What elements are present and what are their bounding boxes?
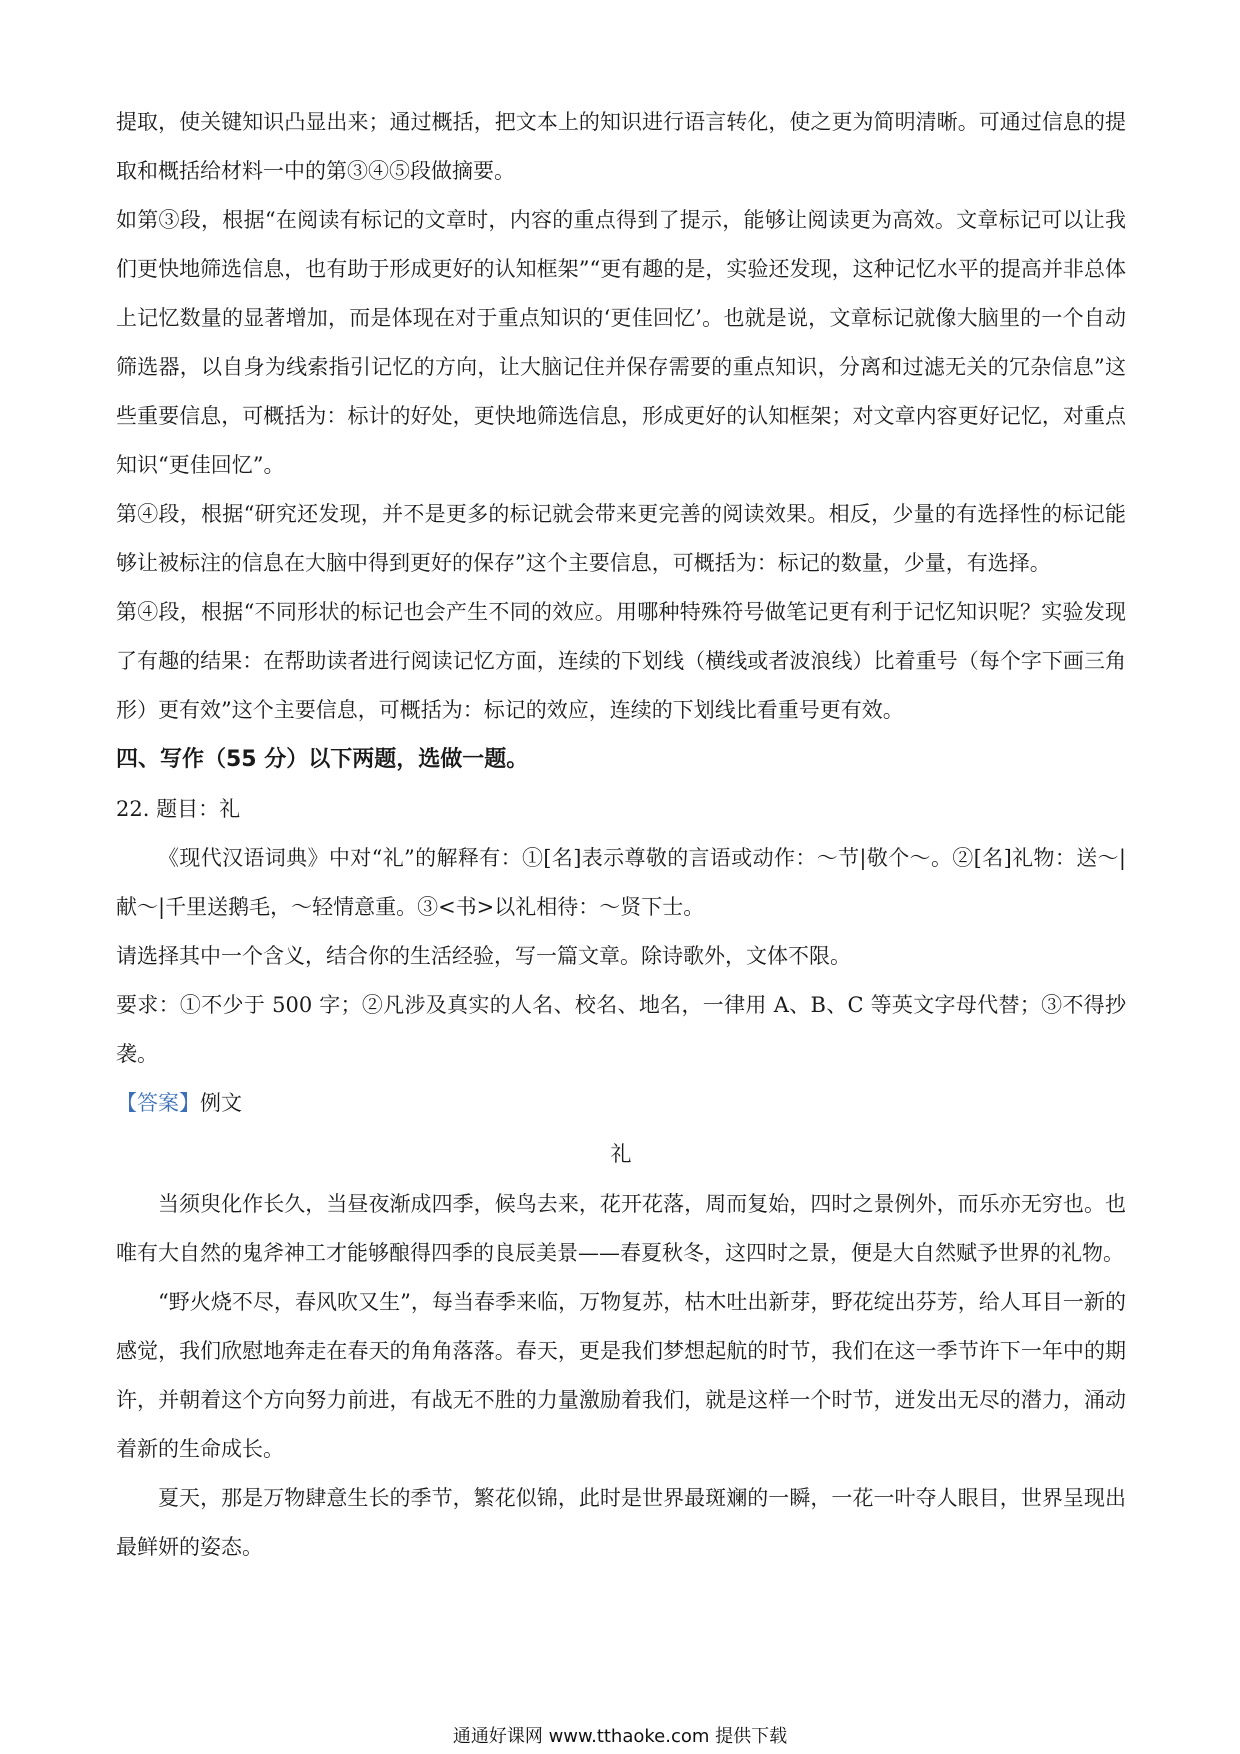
question-instruction: 请选择其中一个含义，结合你的生活经验，写一篇文章。除诗歌外，文体不限。 (116, 944, 851, 968)
question-requirements: 要求：①不少于 500 字；②凡涉及真实的人名、校名、地名，一律用 A、B、C 等英文字母代替；③不得抄袭。 (116, 993, 1126, 1066)
paragraph-section-4b: 第④段，根据“不同形状的标记也会产生不同的效应。用哪种特殊符号做笔记更有利于记忆知识呢？实验发现了有趣的结果：在帮助读者进行阅读记忆方面，连续的下划线（横线或者波浪线）比着重号（每个字下画三角形）更有效”这个主要信息，可概括为：标记的效应，连续的下划线比看重号更有效。 (116, 600, 1126, 722)
paragraph-summary-intro: 提取，使关键知识凸显出来；通过概括，把文本上的知识进行语言转化，使之更为简明清晰。可通过信息的提取和概括给材料一中的第③④⑤段做摘要。 (116, 110, 1126, 183)
paragraph-section-3: 如第③段，根据“在阅读有标记的文章时，内容的重点得到了提示，能够让阅读更为高效。文章标记可以让我们更快地筛选信息，也有助于形成更好的认知框架”“更有趣的是，实验还发现，这种记忆水平的提高并非总体上记忆数量的显著增加，而是体现在对于重点知识的‘更佳回忆’。也就是说，文章标记就像大脑里的一个自动筛选器，以自身为线索指引记忆的方向，让大脑记住并保存需要的重点知识，分离和过滤无关的冗杂信息”这些重要信息，可概括为：标计的好处，更快地筛选信息，形成更好的认知框架；对文章内容更好记忆，对重点知识“更佳回忆”。 (116, 208, 1126, 477)
page-content (116, 98, 1126, 1572)
answer-label: 【答案】 (116, 1091, 200, 1115)
essay-paragraph: “野火烧不尽，春风吹又生”，每当春季来临，万物复苏，枯木吐出新芽，野花绽出芬芳，给人耳目一新的感觉，我们欣慰地奔走在春天的角角落落。春天，更是我们梦想起航的时节，我们在这一季节许下一年中的期许，并朝着这个方向努力前进，有战无不胜的力量激励着我们，就是这样一个时节，迸发出无尽的潜力，涌动着新的生命成长。 (116, 1290, 1126, 1461)
essay-title: 礼 (610, 1142, 632, 1166)
answer-line (116, 1079, 1126, 1128)
section-heading-writing: 四、写作（55 分）以下两题，选做一题。 (116, 747, 529, 772)
page-footer: 通通好课网 www.tthaoke.com 提供下载 (452, 1726, 788, 1747)
essay-paragraph: 夏天，那是万物肆意生长的季节，繁花似锦，此时是世界最斑斓的一瞬，一花一叶夺人眼目，世界呈现出最鲜妍的姿态。 (116, 1486, 1126, 1559)
answer-text: 例文 (200, 1091, 242, 1115)
paragraph-section-4a: 第④段，根据“研究还发现，并不是更多的标记就会带来更完善的阅读效果。相反，少量的有选择性的标记能够让被标注的信息在大脑中得到更好的保存”这个主要信息，可概括为：标记的数量，少量，有选择。 (116, 502, 1126, 575)
essay-paragraph: 当须臾化作长久，当昼夜渐成四季，候鸟去来，花开花落，周而复始，四时之景例外，而乐亦无穷也。也唯有大自然的鬼斧神工才能够酿得四季的良辰美景——春夏秋冬，这四时之景，便是大自然赋予世界的礼物。 (116, 1192, 1126, 1265)
question-title: 22. 题目：礼 (116, 797, 241, 821)
question-definition: 《现代汉语词典》中对“礼”的解释有：①[名]表示尊敬的言语或动作：～节|敬个～。②[名]礼物：送～|献～|千里送鹅毛，～轻情意重。③<书>以礼相待：～贤下士。 (116, 846, 1126, 919)
